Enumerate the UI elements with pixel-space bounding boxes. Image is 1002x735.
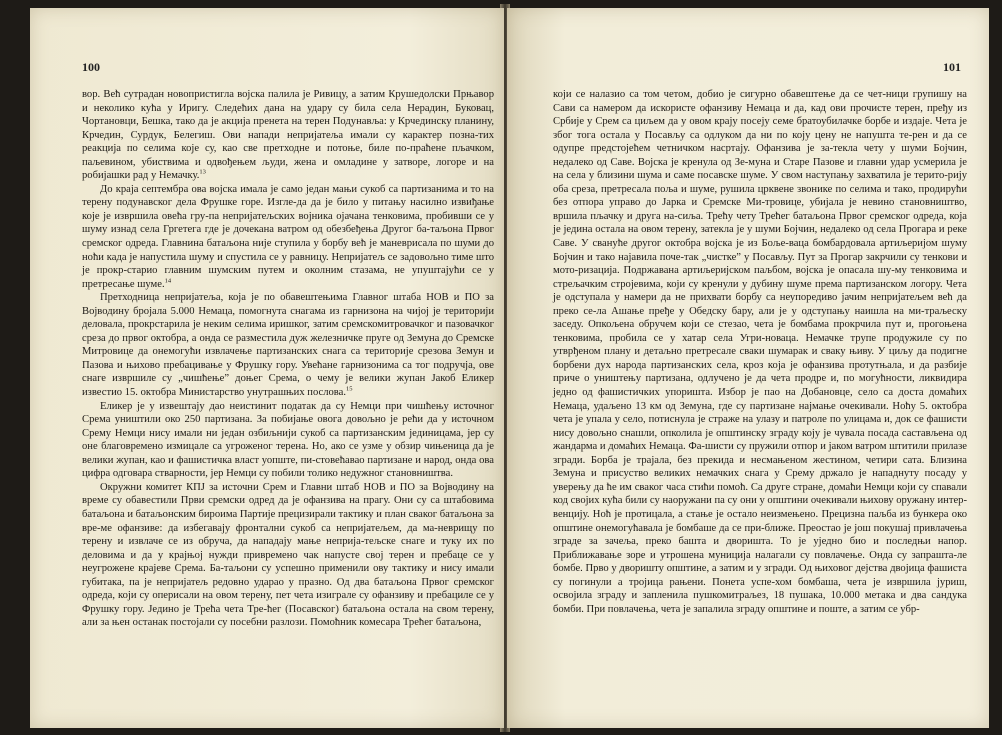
footnote-ref-13: 13 [199, 168, 206, 176]
right-paragraph-1: који се налазио са том четом, добио је сигурно обавештење да се чет-ници групишу на Сави са намером да искористе офанзиву Немаца и да, кад ови прочисте терен, пређу из Србије у Срем са циљем да у овом крају посеју семе братоубилачке борбе и издаје. Чета је због тога остала у Посављу са одлуком да ни по коју цену не напушта те-рен и да се одупре предстојећем четничком насртају. Офанзива је за-текла чету у шуми Бојчин, недалеко од Саве. Војска је кренула од Зе-муна и Старе Пазове и главни удар усмерила је на села у близини шума и саме посавске шуме. У свом наступању захватила је терито-рију оба среза, претресала поља и шуме, рушила црквене звонике по селима и тако, продирући без отпора управо до Јарка и Сремске Ми-тровице, убијала је невино становништво, вршила пљачку и друга на-сиља. Трећу чету Трећег батаљона Првог сремског одреда, која је једина остала на овом терену, затекла је у шуми Бојчин, недалеко од села Прогара и реке Саве. У свануће другог октобра војска је из Боље-ваца бомбардовала артиљеријом шуму Бојчин и тако најавила поче-так „чистке” у Посављу. Пут за Прогар закрчили су тенкови и мото-ризација. Подржавана артиљеријском паљбом, војска је опасала шу-му тенковима и стрељачким стројевима, који су кренули у дубину шуме према партизанском логору. Чета је одступала у намери да не прихвати борбу са неупоредиво јачим непријатељем већ да преко се-ла Ашање пређе у Обедску бару, али је у одступању наишла на ми-траљеску заседу. Опкољена обручем који се стезао, чета је бомбама прокрчила пут и, прогоњена тенковима, пробила се у хатар села Угри-новаца. Немачке трупе продужиле су по утврђеном плану и детаљно претресале сваки шумарак и сваку њиву. У циљу да подигне борбени дух народа партизанских села, кроз која је офанзива протутњала, и да разбије приче о уништењу партизана, одлучено је да чета продре и, по могућности, ликвидира једно од фашистичких упоришта. Избор је пао на Добановце, село са доста домаћих Немаца, удаљено 13 км од Земуна, где су партизане најмање очекивали. Ноћу 5. октобра чета је упала у село, потиснула је страже на улазу и патроле по улицама и, док се фашисти нису довољно снашли, опколила је општинску зграду коју је чувала посада састављена од жандарма и домаћих Немаца. Фа-шисти су пружили отпор и јаком ватром штитили прилазе згради. Борба је трајала, без прекида и несмањеном жестином, четири сата. Близина Земуна и присуство великих немачких снага у Срему држало је нападнуту посаду у уверењу да ће им сваког часа стићи помоћ. Са друге стране, домаћи Немци који су спавали код својих кућа били су наоружани па су они у општини очекивали њихову оружану интер-венцију. Ноћ је протицала, а стање је остало неизмењено. Прецизна паљба из бункера око општине онемогућавала је бомбаше да се при-ближе. Преостао је још покушај привлачења зграде за зачеља, преко башта и дворишта. То је уједно био и последњи напор. Приближавање зоре и утрошена муниција налагали су повлачење. Онда су запрашта-ле бомбе. Прво у дворишту општине, а затим и у згради. Од њиховог дејства двојица фашиста су погинули а тројица рањени. Понета успе-хом бомбаша, чета је извршила јуриш, освојила зграду и запленила пушкомитраљез, 18 пушака, 10.000 метака и два сандука бомби. При повлачења, чета је запалила зграду општине и поште, а затим се убр- [553, 89, 967, 615]
footnote-ref-15: 15 [346, 385, 353, 393]
left-paragraph-5: Окружни комитет КПЈ за источни Срем и Главни штаб НОВ и ПО за Војводину на време су обавестили Први сремски одред да је офанзива на прагу. Они су са штабовима батаљона и батаљонским бироима Партије прецизирали тактику и план сваког батаљона за вре-ме офанзиве: да избегавају фронтални сукоб са непријатељем, да ма-неврищу по терену и извлаче се из обруча, да нападају мање неприја-тељске снаге и туку их по деловима и да у крајњој нужди привремено чак напусте свој терен и пребаце се у неугроженe крајеве Срема. Ба-таљони су успешно применили ову тактику и нису имали губитака, па је непријатељ редовно ударао у празно. Од два батаљона Првог сремског одреда, који су оперисали на овом терену, пет чета изиграле су офанзиву и пребациле се у Фрушку гору. Једино је Трећа чета Тре-ћег (Посавског) батаљона остала на свом терену, али за њен останак постојали су посебни разлози. Помоћник комесара Трећег батаљона, [82, 481, 494, 629]
left-page [30, 8, 504, 728]
left-paragraph-3: Претходница непријатеља, која је по обавештењима Главног штаба НОВ и ПО за Војводину бројала 5.000 Немаца, помогнута снагама из гарнизона на чијој је територији деловала, прокрстарила је неким селима иришког, затим сремскомитровачког и пазовачког среза до првог октобра, а онда се разместила дуж железничке пруге од Земуна до Сремске Митровице да онемогући извлачење партизанских снага са територије срезова Земун и Пазова и њихово пребацивање у Фрушку гору. Увећане гарнизонима са тог подручја, ове снаге извршиле су „чишћење” доњег Срема, о чему је велики жупан Јакоб Еликер известио 15. октобра Министарство унутрашњих послова.$^{15}$ [82, 292, 494, 399]
right-page [507, 8, 989, 728]
left-page-text [82, 88, 494, 630]
left-page-number: 100 [82, 60, 100, 74]
footnote-ref-14: 14 [164, 277, 172, 285]
left-paragraph-4: Еликер је у извештају дао неистинит податак да су Немци при чишћењу источног Срема уништили око 250 партизана. За побијање овога довољно је рећи да у источном Срему Немци нису имали ни један озбиљнији сукоб са партизанским јединицама, јер су оне благовремено измицале са угроженог терена. Но, ако се узме у обзир чињеница да је велики жупан, као и фашистичка власт уопште, пи-стовећавао партизане и народ, онда ова цифра одговара стварности, јер Немци су побили толико недужног становништва. [82, 400, 494, 480]
left-paragraph-1: вор. Већ сутрадан новопристигла војска палила је Ривицу, а затим Крушедолски Прњавор и неколико кућа у Иригу. Следећих дана на удару су била села Нерадин, Буковац, Чортановци, Бешка, тако да је акција пренета на терен Подунавља: у Крчединску планину, Крчедин, Сурдук, Белегиш. Ови напади непријатеља имали су карактер позна-тих реакција по селима које су, као све претходне и потоње, биле по-праћене пљачком, паљевином, убиствима и одвођењем људи, жена и омладине у затворе, логоре и на робијашки рад у Немачку.$^{13}$ [82, 89, 494, 182]
left-paragraph-2: До краја септембра ова војска имала је само један мањи сукоб са партизанима и то на терену подунавског дела Фрушке горе. Изгле-да да је било у питању насилно извиђање које је извршила овећа гру-па непријатељских војника ојачана тенковима, пробивши се у шуму изнад села Гргетега где је дочекана ватром од обезбеђења Другог ба-таљона Првог сремског одреда. Главнина батаљона није ступила у борбу већ је маневрисала по шуми до ноћи када је напустила шуму и спустила се у равницу. Непријатељ се задовољно тиме што је прокр-старио главним шумским путем и околним стазама, не упуштајући се у претресање шуме.$^{14}$ [82, 183, 494, 290]
right-page-number: 101 [943, 60, 961, 74]
right-page-text [553, 88, 967, 616]
